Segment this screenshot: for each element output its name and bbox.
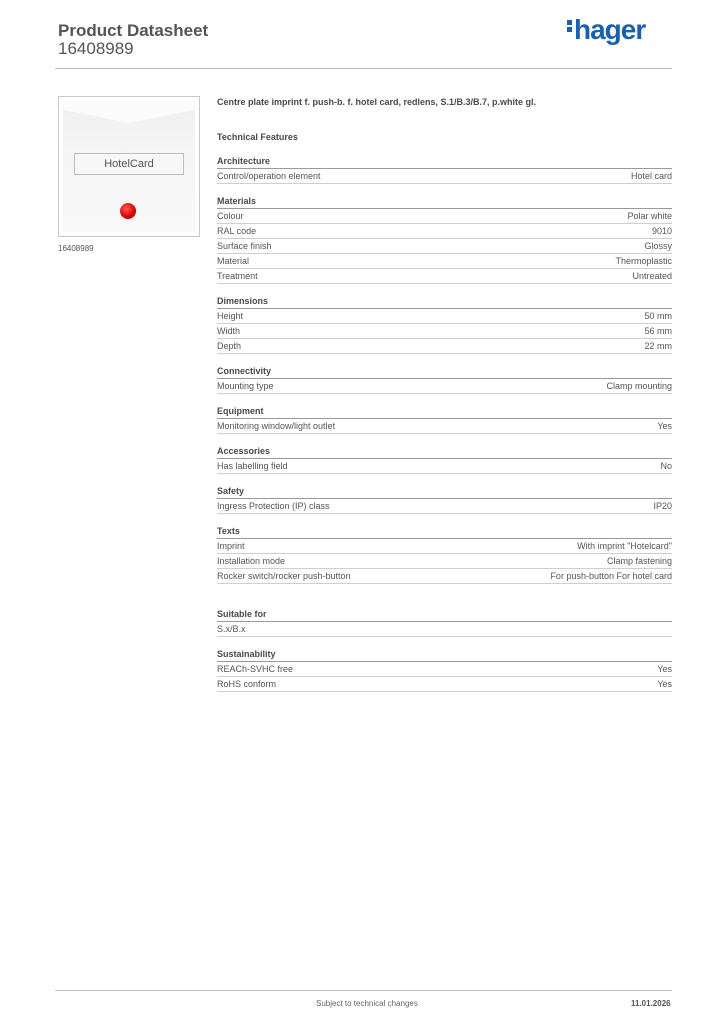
spec-label: S.x/B.x bbox=[217, 624, 246, 634]
spec-value: For push-button For hotel card bbox=[550, 571, 672, 581]
product-image bbox=[58, 96, 200, 237]
header-divider bbox=[55, 68, 672, 69]
spec-label: Control/operation element bbox=[217, 171, 321, 181]
footer-divider bbox=[55, 990, 672, 991]
section-title: Accessories bbox=[217, 445, 672, 459]
image-caption: 16408989 bbox=[58, 244, 94, 253]
plate-graphic bbox=[63, 101, 195, 232]
spec-row bbox=[217, 459, 672, 474]
spec-value: 22 mm bbox=[644, 341, 672, 351]
spec-label: Height bbox=[217, 311, 244, 321]
spec-label: Colour bbox=[217, 211, 244, 221]
section-title: Dimensions bbox=[217, 295, 672, 309]
spec-label: Mounting type bbox=[217, 381, 274, 391]
product-number: 16408989 bbox=[58, 39, 134, 58]
spec-value: Thermoplastic bbox=[615, 256, 672, 266]
footer-date: 11.01.2026 bbox=[631, 999, 671, 1008]
spec-value: Yes bbox=[657, 421, 672, 431]
spec-value: 50 mm bbox=[644, 311, 672, 321]
spec-value: Yes bbox=[657, 679, 672, 689]
spec-value: Polar white bbox=[627, 211, 672, 221]
spec-row bbox=[217, 339, 672, 354]
spec-label: Material bbox=[217, 256, 250, 266]
logo-text: hager bbox=[574, 14, 646, 45]
section-title: Equipment bbox=[217, 405, 672, 419]
spec-value: No bbox=[660, 461, 672, 471]
section-title: Architecture bbox=[217, 155, 672, 169]
red-lens-led bbox=[120, 203, 136, 219]
hotel-card-slot: HotelCard bbox=[74, 153, 184, 175]
spec-row bbox=[217, 419, 672, 434]
spec-row bbox=[217, 209, 672, 224]
spec-value: 9010 bbox=[651, 226, 672, 236]
spec-row bbox=[217, 499, 672, 514]
spec-row bbox=[217, 269, 672, 284]
spec-row bbox=[217, 324, 672, 339]
spec-row bbox=[217, 224, 672, 239]
spec-label: Monitoring window/light outlet bbox=[217, 421, 336, 431]
spec-row bbox=[217, 677, 672, 692]
hager-logo bbox=[567, 14, 645, 46]
spec-section bbox=[217, 295, 672, 354]
spec-label: Ingress Protection (IP) class bbox=[217, 501, 330, 511]
spec-label: RoHS conform bbox=[217, 679, 277, 689]
spec-section bbox=[217, 365, 672, 394]
spec-label: Width bbox=[217, 326, 241, 336]
section-title: Texts bbox=[217, 525, 672, 539]
logo-dots-icon bbox=[567, 18, 572, 34]
spec-label: Installation mode bbox=[217, 556, 286, 566]
spec-row bbox=[217, 239, 672, 254]
spec-value: Yes bbox=[657, 664, 672, 674]
section-title: Connectivity bbox=[217, 365, 672, 379]
spec-value: Untreated bbox=[632, 271, 672, 281]
spec-label: Rocker switch/rocker push-button bbox=[217, 571, 351, 581]
spec-row bbox=[217, 309, 672, 324]
spec-section bbox=[217, 525, 672, 584]
spec-value: Hotel card bbox=[630, 171, 672, 181]
footer-note: Subject to technical changes bbox=[316, 999, 418, 1008]
spec-value: With imprint "Hotelcard" bbox=[577, 541, 672, 551]
spec-section bbox=[217, 405, 672, 434]
spec-section bbox=[217, 485, 672, 514]
plate-top-bevel bbox=[63, 101, 195, 123]
spec-label: REACh-SVHC free bbox=[217, 664, 294, 674]
product-description: Centre plate imprint f. push-b. f. hotel card, redlens, S.1/B.3/B.7, p.white gl. bbox=[217, 97, 537, 107]
page-title: Product Datasheet bbox=[58, 21, 209, 40]
spec-row bbox=[217, 254, 672, 269]
spec-section bbox=[217, 195, 672, 284]
spec-value: Clamp mounting bbox=[606, 381, 672, 391]
technical-features-heading: Technical Features bbox=[217, 132, 298, 142]
spec-section bbox=[217, 155, 672, 184]
spec-value: Clamp fastening bbox=[606, 556, 672, 566]
spec-label: Depth bbox=[217, 341, 242, 351]
spec-row bbox=[217, 554, 672, 569]
spec-label: Treatment bbox=[217, 271, 258, 281]
section-title: Safety bbox=[217, 485, 672, 499]
spec-row bbox=[217, 662, 672, 677]
spec-row bbox=[217, 622, 672, 637]
spec-section bbox=[217, 648, 672, 692]
section-title: Materials bbox=[217, 195, 672, 209]
spec-row bbox=[217, 169, 672, 184]
spec-content bbox=[217, 95, 672, 692]
spec-value: 56 mm bbox=[644, 326, 672, 336]
section-title: Suitable for bbox=[217, 608, 672, 622]
spec-label: Imprint bbox=[217, 541, 245, 551]
spec-value: Glossy bbox=[644, 241, 672, 251]
section-title: Sustainability bbox=[217, 648, 672, 662]
spec-label: Has labelling field bbox=[217, 461, 288, 471]
spec-sections bbox=[217, 155, 672, 692]
spec-label: RAL code bbox=[217, 226, 257, 236]
spec-row bbox=[217, 539, 672, 554]
spec-label: Surface finish bbox=[217, 241, 272, 251]
spec-row bbox=[217, 569, 672, 584]
spec-section bbox=[217, 608, 672, 637]
spec-value: IP20 bbox=[653, 501, 672, 511]
spec-section bbox=[217, 445, 672, 474]
spec-row bbox=[217, 379, 672, 394]
